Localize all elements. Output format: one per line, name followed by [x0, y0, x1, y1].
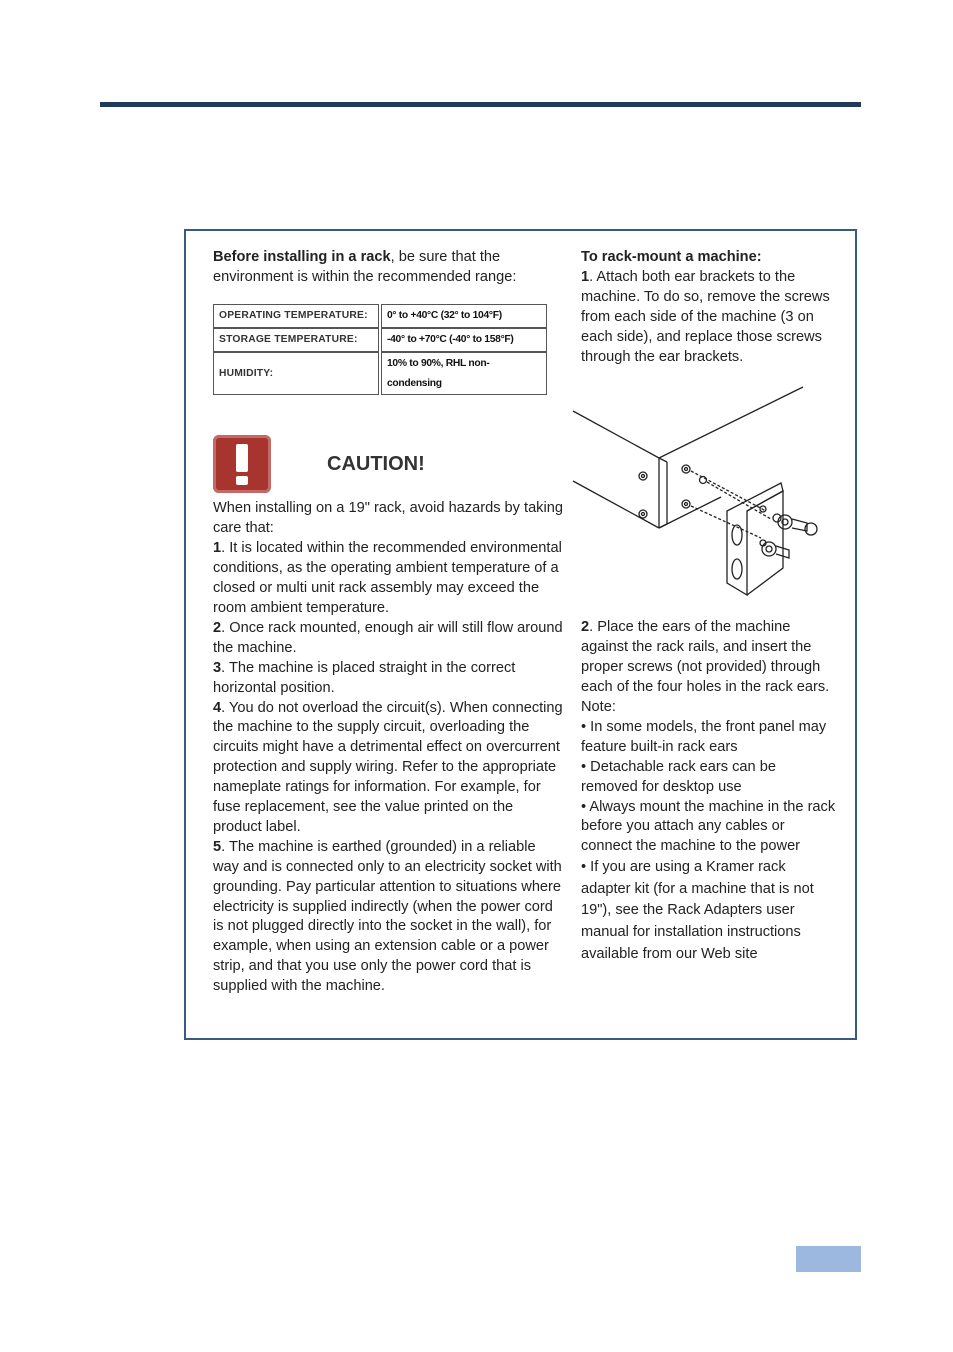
exclamation-icon	[213, 435, 271, 493]
rack-intro-bold: Before installing in a rack	[213, 249, 391, 265]
rack-intro	[213, 248, 565, 288]
rack-intro-text: , be sure that the environment is within the recommended range:	[213, 249, 517, 285]
note-item: • If you are using a Kramer rack adapter kit (for a machine that is not 19"), see the Rack Adapters user manual for installation instructions available from our Web site	[581, 859, 814, 962]
table-label: HUMIDITY:	[213, 352, 379, 396]
page-number-box	[796, 1246, 861, 1272]
table-label: STORAGE TEMPERATURE:	[213, 328, 379, 352]
rack-ear-drawing	[571, 383, 836, 608]
list-item: 2. Once rack mounted, enough air will still flow around the machine.	[213, 619, 563, 656]
table-value: 0° to +40°C (32° to 104°F)	[381, 304, 547, 328]
table-value: 10% to 90%, RHL non-condensing	[381, 352, 547, 396]
table-row	[213, 304, 547, 328]
environment-table	[211, 304, 549, 396]
header-rule	[100, 102, 861, 107]
step-1: 1. Attach both ear brackets to the machine. To do so, remove the screws from each side of the machine (3 on each side), and replace those screws through the ear brackets.	[581, 268, 830, 365]
caution-intro: When installing on a 19" rack, avoid hazards by taking care that:	[213, 500, 563, 537]
rack-mount-heading: To rack-mount a machine:	[581, 249, 762, 265]
caution-header	[213, 435, 565, 499]
caution-title: CAUTION!	[327, 453, 425, 476]
list-item: 4. You do not overload the circuit(s). When connecting the machine to the supply circuit, overloading the circuits might have a detrimental effect on overcurrent protection and supply wiring. Refer to the appropriate nameplate ratings for information. For example, for fuse replacement, see the value printed on the product label.	[213, 699, 563, 835]
right-column	[581, 248, 836, 965]
table-label: OPERATING TEMPERATURE:	[213, 304, 379, 328]
note-item: • Detachable rack ears can be removed for desktop use	[581, 758, 776, 795]
caution-body	[213, 499, 565, 997]
table-row	[213, 352, 547, 396]
left-column	[213, 248, 565, 997]
list-item: 1. It is located within the recommended environmental conditions, as the operating ambient temperature of a closed or multi unit rack assembly may exceed the room ambient temperature.	[213, 540, 562, 616]
table-row	[213, 328, 547, 352]
note-item: • Always mount the machine in the rack before you attach any cables or connect the machine to the power	[581, 798, 836, 855]
note-label: Note:	[581, 698, 616, 715]
list-item: 3. The machine is placed straight in the correct horizontal position.	[213, 659, 516, 696]
list-item: 5. The machine is earthed (grounded) in a reliable way and is connected only to an electricity socket with grounding. Pay particular attention to situations where electricity is supplied indirectly (when the power cord is not plugged directly into the socket in the wall), for example, when using an extension cable or a power strip, and that you use only the power cord that is supplied with the machine.	[213, 838, 562, 995]
note-item: • In some models, the front panel may feature built-in rack ears	[581, 718, 827, 755]
table-value: -40° to +70°C (-40° to 158°F)	[381, 328, 547, 352]
step-2: 2. Place the ears of the machine against the rack rails, and insert the proper screws (not provided) through each of the four holes in the rack ears.	[581, 619, 830, 696]
